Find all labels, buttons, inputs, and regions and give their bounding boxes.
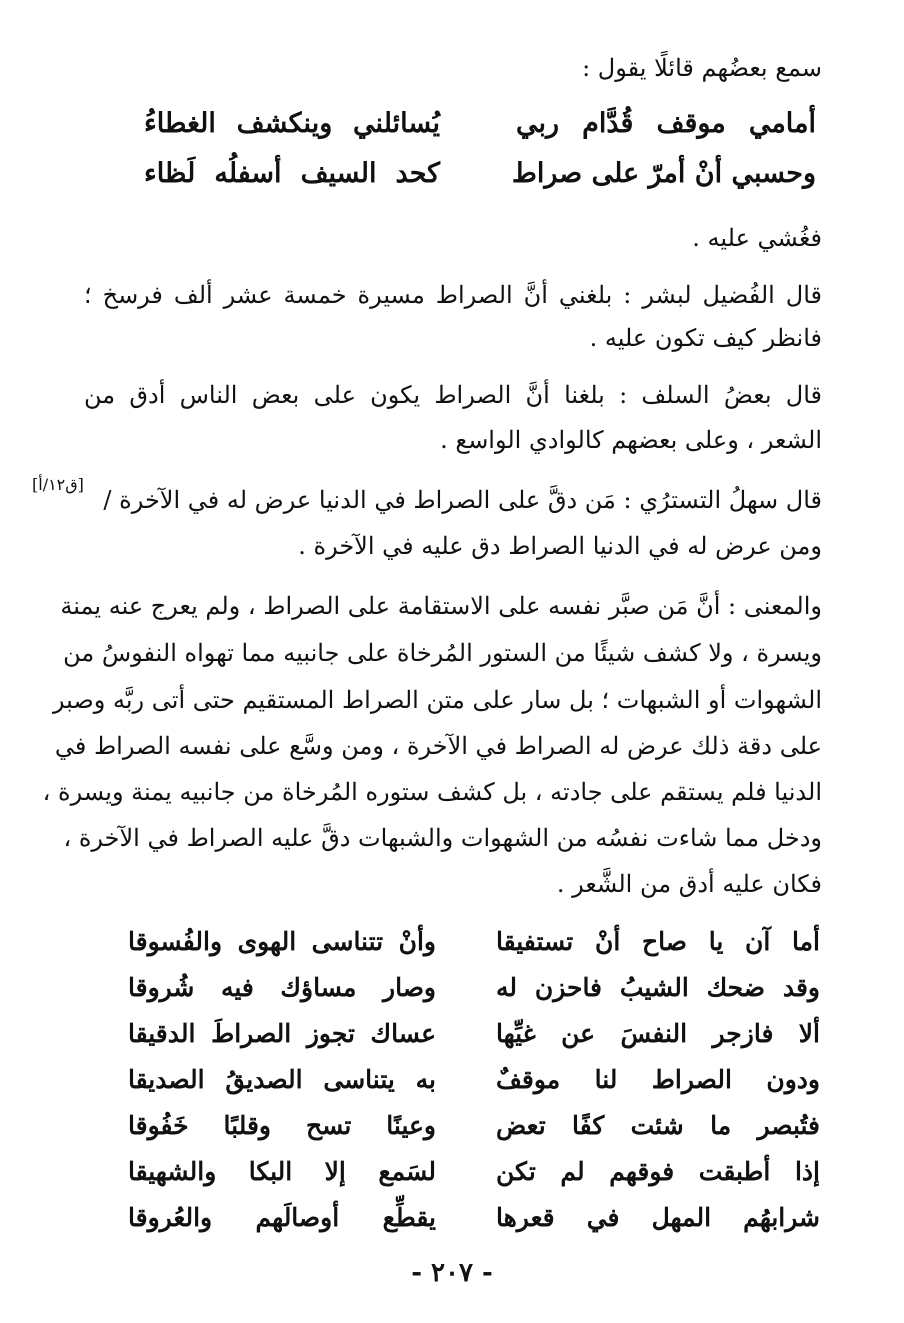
verse-hemistich: وحسبي أنْ أمرّ على صراط xyxy=(511,158,816,189)
verse-hemistich: لسَمع إلا البكا والشهيقا xyxy=(128,1157,436,1186)
verse-hemistich: إذا أطبقت فوقهم لم تكن xyxy=(496,1157,820,1186)
text-line: قال بعضُ السلف : بلغنا أنَّ الصراط يكون على بعض الناس أدق من xyxy=(84,381,822,409)
text-line: ويسرة ، ولا كشف شيئًا من الستور المُرخاة على جانبيه مما تهواه النفوسُ من xyxy=(63,639,822,667)
text-line: ومن عرض له في الدنيا الصراط دق عليه في الآخرة . xyxy=(298,532,822,560)
verse-hemistich: عساك تجوز الصراطَ الدقيقا xyxy=(128,1019,436,1048)
text-line: على دقة ذلك عرض له الصراط في الآخرة ، ومن وسَّع على نفسه الصراط في xyxy=(54,732,822,760)
verse-hemistich: فتُبصر ما شئت كفًا تعض xyxy=(496,1111,820,1140)
verse-hemistich: أمامي موقف قُدَّام ربي xyxy=(516,108,816,139)
text-line: فانظر كيف تكون عليه . xyxy=(589,324,822,352)
text-line: فكان عليه أدق من الشَّعر . xyxy=(556,870,822,898)
verse-hemistich: ألا فازجر النفسَ عن غيِّها xyxy=(496,1019,820,1048)
text-line: ودخل مما شاءت نفسُه من الشهوات والشبهات دقَّ عليه الصراط في الآخرة ، xyxy=(63,824,822,852)
text-line: قال الفُضيل لبشر : بلغني أنَّ الصراط مسيرة خمسة عشر ألف فرسخ ؛ xyxy=(84,281,822,309)
after-poem-line: فغُشي عليه . xyxy=(692,224,822,252)
verse-hemistich: وأنْ تتناسى الهوى والفُسوقا xyxy=(128,927,436,956)
manuscript-folio-marker: [ق١٢/أ] xyxy=(32,475,84,494)
text-line: والمعنى : أنَّ مَن صبَّر نفسه على الاستقامة على الصراط ، ولم يعرج عنه يمنة xyxy=(60,592,822,620)
verse-hemistich: شرابهُم المهل في قعرها xyxy=(496,1203,820,1232)
verse-hemistich: أما آن يا صاح أنْ تستفيقا xyxy=(496,927,820,956)
verse-hemistich: يُسائلني وينكشف الغطاءُ xyxy=(144,108,440,139)
verse-hemistich: يقطِّع أوصالَهم والعُروقا xyxy=(128,1203,436,1232)
page-number: - ٢٠٧ - xyxy=(411,1258,493,1288)
text-line: قال سهلُ التسترُي : مَن دقَّ على الصراط في الدنيا عرض له في الآخرة / xyxy=(103,486,822,514)
verse-hemistich: به يتناسى الصديقُ الصديقا xyxy=(128,1065,436,1094)
verse-hemistich: وقد ضحك الشيبُ فاحزن له xyxy=(496,973,820,1002)
text-line: الشعر ، وعلى بعضهم كالوادي الواسع . xyxy=(440,426,822,454)
verse-hemistich: ودون الصراط لنا موقفٌ xyxy=(496,1065,820,1094)
intro-line: سمع بعضُهم قائلًا يقول : xyxy=(582,54,822,82)
verse-hemistich: كحد السيف أسفلُه لَظاء xyxy=(144,158,440,189)
verse-hemistich: وعينًا تسح وقلبًا خَفُوقا xyxy=(128,1111,436,1140)
text-line: الشهوات أو الشبهات ؛ بل سار على متن الصراط المستقيم حتى أتى ربَّه وصبر xyxy=(52,686,822,714)
verse-hemistich: وصار مساؤك فيه شُروقا xyxy=(128,973,436,1002)
text-line: الدنيا فلم يستقم على جادته ، بل كشف ستوره المُرخاة من جانبيه يمنة ويسرة ، xyxy=(42,778,822,806)
